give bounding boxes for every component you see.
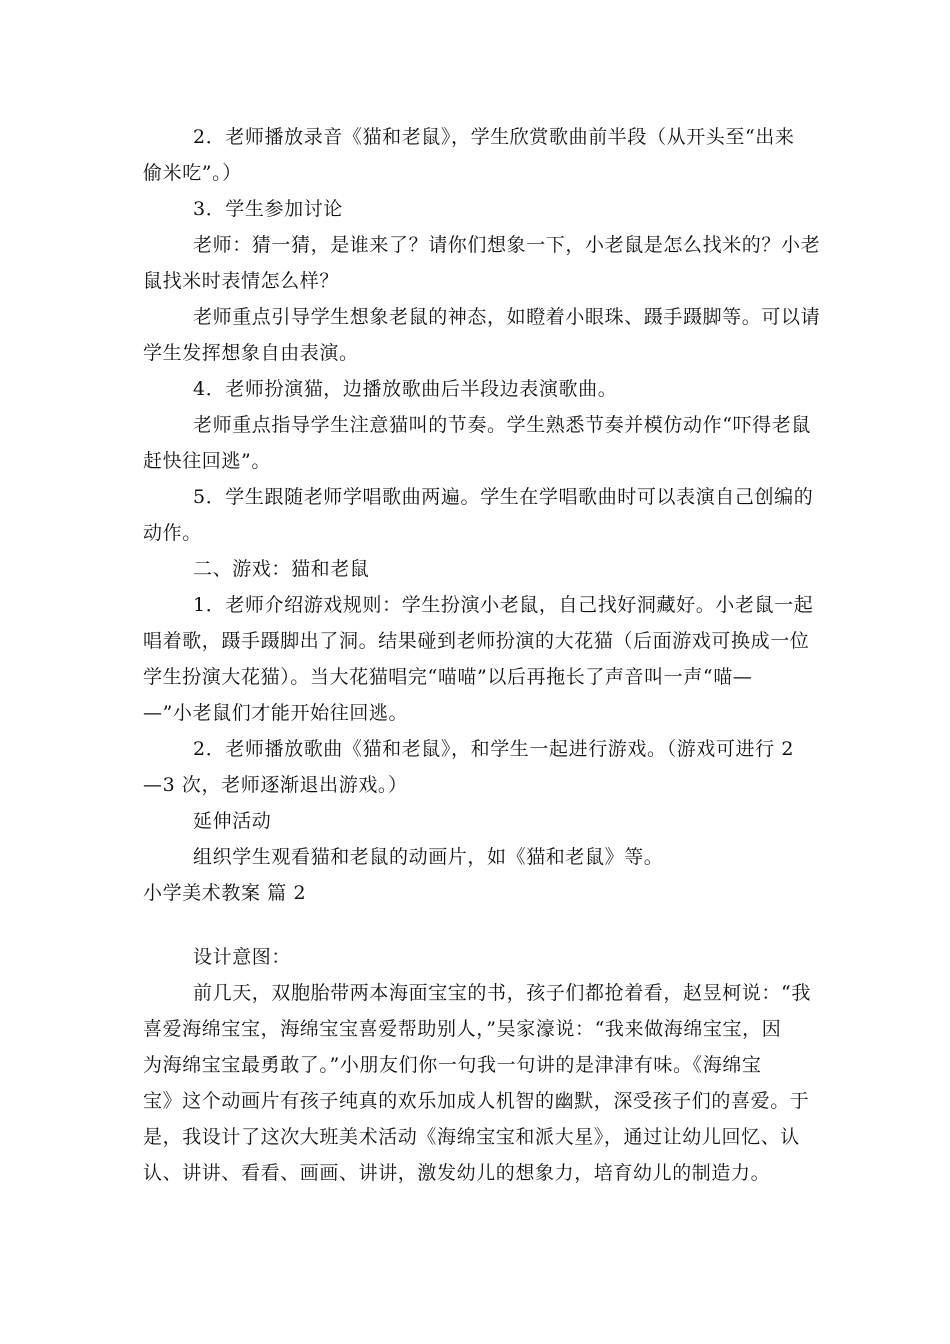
paragraph-line: 认、讲讲、看看、画画、讲讲，激发幼儿的想象力，培育幼儿的制造力。 bbox=[143, 1162, 771, 1184]
paragraph-line: 组织学生观看猫和老鼠的动画片，如《猫和老鼠》等。 bbox=[193, 846, 664, 868]
paragraph-line: 学生扮演大花猫）。当大花猫唱完“喵喵”以后再拖长了声音叫一声“喵— bbox=[143, 666, 753, 688]
paragraph-line: —”小老鼠们才能开始往回逃。 bbox=[143, 702, 409, 724]
section-heading: 设计意图： bbox=[193, 946, 292, 968]
list-item: 5．学生跟随老师学唱歌曲两遍。学生在学唱歌曲时可以表演自己创编的 bbox=[193, 486, 814, 508]
paragraph-line: 偷米吃”。） bbox=[143, 162, 242, 184]
article-title: 小学美术教案 篇 2 bbox=[143, 882, 307, 904]
paragraph-line: 鼠找米时表情怎么样？ bbox=[143, 270, 340, 292]
list-item: 1．老师介绍游戏规则：学生扮演小老鼠，自己找好洞藏好。小老鼠一起 bbox=[193, 594, 814, 616]
list-item: 3．学生参加讨论 bbox=[193, 198, 343, 220]
paragraph-line: 前几天，双胞胎带两本海面宝宝的书，孩子们都抢着看，赵昱柯说：“我 bbox=[193, 982, 811, 1004]
paragraph-line: 2．老师播放录音《猫和老鼠》，学生欣赏歌曲前半段（从开头至“出来 bbox=[193, 126, 795, 148]
list-item: 4．老师扮演猫，边播放歌曲后半段边表演歌曲。 bbox=[193, 378, 618, 400]
paragraph-line: 为海绵宝宝最勇敢了。”小朋友们你一句我一句讲的是津津有味。《海绵宝 bbox=[143, 1054, 762, 1076]
paragraph-line: 老师重点指导学生注意猫叫的节奏。学生熟悉节奏并模仿动作“吓得老鼠 bbox=[193, 414, 811, 436]
paragraph-line: 赶快往回逃”。 bbox=[143, 450, 271, 472]
paragraph-line: 学生发挥想象自由表演。 bbox=[143, 342, 359, 364]
list-item: 2．老师播放歌曲《猫和老鼠》，和学生一起进行游戏。（游戏可进行 2 bbox=[193, 738, 795, 760]
section-heading: 延伸活动 bbox=[193, 810, 272, 832]
paragraph-line: —3 次，老师逐渐退出游戏。） bbox=[143, 774, 408, 796]
paragraph-line: 是，我设计了这次大班美术活动《海绵宝宝和派大星》，通过让幼儿回忆、认 bbox=[143, 1126, 800, 1148]
paragraph-line: 唱着歌，蹑手蹑脚出了洞。结果碰到老师扮演的大花猫（后面游戏可换成一位 bbox=[143, 630, 810, 652]
section-heading: 二、游戏：猫和老鼠 bbox=[193, 558, 370, 580]
paragraph-line: 宝》这个动画片有孩子纯真的欢乐加成人机智的幽默，深受孩子们的喜爱。于 bbox=[143, 1090, 810, 1112]
paragraph-line: 老师重点引导学生想象老鼠的神态，如瞪着小眼珠、蹑手蹑脚等。可以请 bbox=[193, 306, 821, 328]
paragraph-line: 动作。 bbox=[143, 522, 202, 544]
paragraph-line: 老师：猜一猜，是谁来了？请你们想象一下，小老鼠是怎么找米的？小老 bbox=[193, 234, 821, 256]
paragraph-line: 喜爱海绵宝宝，海绵宝宝喜爱帮助别人，”吴家濠说：“我来做海绵宝宝，因 bbox=[143, 1018, 782, 1040]
